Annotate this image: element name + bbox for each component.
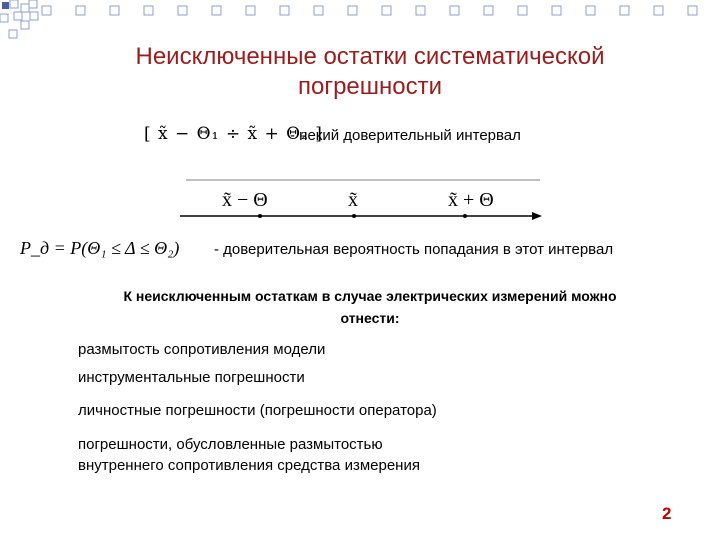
- decor-square: [586, 6, 595, 15]
- center-tick: [352, 214, 356, 218]
- list-item: погрешности, обусловленные размытостью: [78, 436, 383, 453]
- decor-square: [212, 6, 221, 15]
- probability-description: - доверительная вероятность попадания в этот интервал: [214, 241, 614, 258]
- decor-square: [416, 6, 425, 15]
- decor-square: [178, 6, 187, 15]
- left-bound-label: x̃ − Θ: [222, 189, 268, 211]
- interval-formula-text: [ x̃ − Θ₁ ÷ x̃ + Θ₂ ]: [144, 124, 323, 144]
- center-label: x̃: [348, 189, 358, 211]
- slide-title: [60, 42, 680, 102]
- decor-square: [552, 6, 561, 15]
- section-heading-line-1: К неисключенным остаткам в случае электрических измерений можно: [123, 288, 617, 304]
- interval-axis-diagram: [180, 172, 550, 226]
- right-bound-tick: [463, 214, 467, 218]
- list-item: размытость сопротивления модели: [78, 341, 326, 358]
- decor-square: [620, 6, 629, 15]
- decor-square: [246, 6, 255, 15]
- decor-square: [144, 6, 153, 15]
- decor-square: [688, 6, 697, 15]
- decor-square: [450, 6, 459, 15]
- decor-square: [484, 6, 493, 15]
- decor-square: [348, 6, 357, 15]
- left-bound-tick: [258, 214, 262, 218]
- decor-square: [382, 6, 391, 15]
- list-item: инструментальные погрешности: [78, 369, 305, 386]
- decor-square: [110, 6, 119, 15]
- title-line-1: Неисключенные остатки систематической: [135, 43, 605, 70]
- interval-description: - некий доверительный интервал: [290, 127, 521, 144]
- page-number: 2: [662, 504, 672, 523]
- decor-square: [314, 6, 323, 15]
- axis-arrow-icon: [532, 212, 542, 220]
- decor-square: [42, 6, 51, 15]
- decor-square: [518, 6, 527, 15]
- title-line-2: погрешности: [297, 73, 443, 100]
- decor-square: [280, 6, 289, 15]
- right-bound-label: x̃ + Θ: [448, 189, 494, 211]
- list-item: личностные погрешности (погрешности оператора): [78, 402, 437, 419]
- section-heading-line-2: отнести:: [340, 310, 400, 326]
- decor-square: [76, 6, 85, 15]
- decor-square: [654, 6, 663, 15]
- probability-formula: P_д = P(Θ₁ ≤ Δ ≤ Θ₂): [20, 238, 180, 258]
- section-heading: [30, 285, 710, 329]
- list-item: внутреннего сопротивления средства измерения: [78, 457, 420, 474]
